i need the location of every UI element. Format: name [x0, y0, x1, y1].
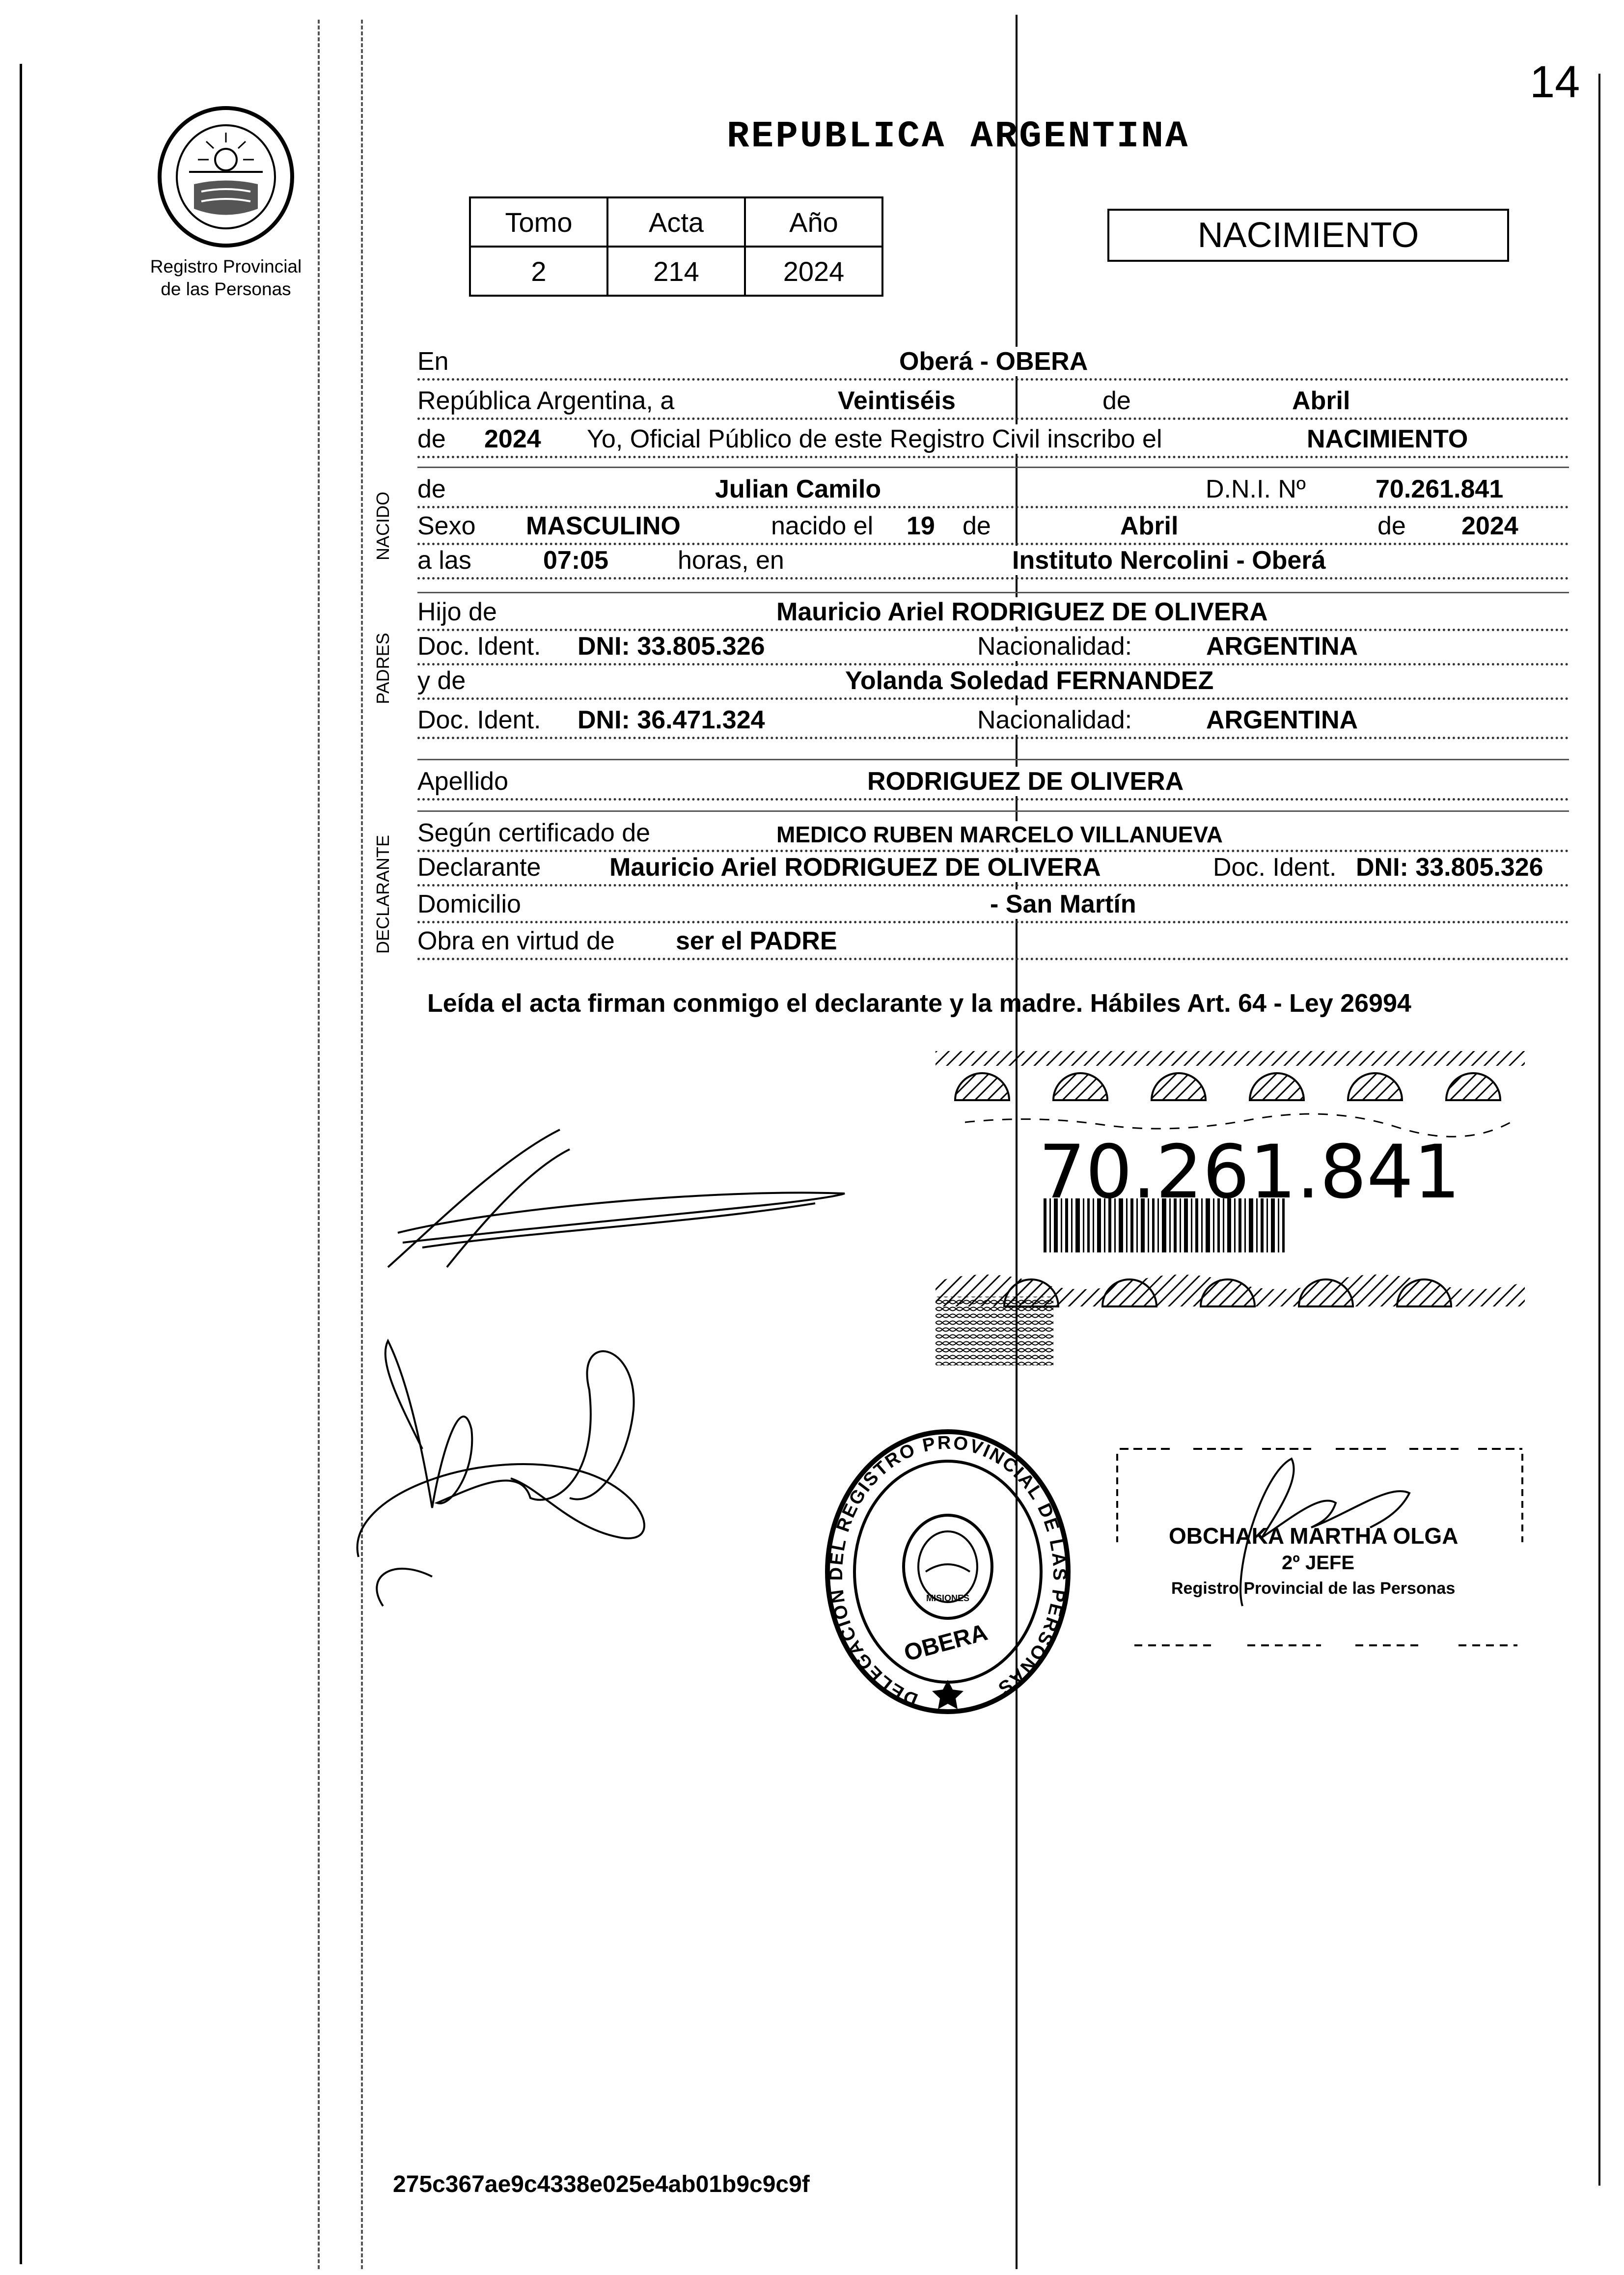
declarant-name: Mauricio Ariel RODRIGUEZ DE OLIVERA — [606, 853, 1104, 882]
line-domicile — [417, 887, 1569, 923]
father-label: Hijo de — [417, 597, 500, 627]
book-reference-table — [469, 196, 883, 297]
separator-declarant — [417, 810, 1569, 812]
date-month: Abril — [1289, 386, 1353, 416]
anio-header: Año — [745, 197, 882, 247]
sex-value: MASCULINO — [523, 511, 684, 541]
anio-value: 2024 — [745, 247, 882, 296]
capacity-value: ser el PADRE — [673, 926, 840, 956]
declarant-signature — [373, 1120, 864, 1282]
line-father — [417, 594, 1569, 631]
mother-nationality-label: Nacionalidad: — [977, 705, 1135, 735]
born-label: nacido el — [771, 511, 876, 541]
child-label: de — [417, 474, 449, 504]
closing-text: Leída el acta firman conmigo el declarante y la madre. Hábiles Art. 64 - Ley 26994 — [427, 989, 1411, 1018]
line-mother-doc — [417, 702, 1569, 739]
hours-label: horas, en — [678, 546, 787, 575]
capacity-label: Obra en virtud de — [417, 926, 618, 956]
stamp-city: OBERA — [901, 1619, 991, 1667]
registry-office-stamp — [823, 1424, 1073, 1719]
mother-signature — [324, 1302, 791, 1645]
mother-doc: DNI: 36.471.324 — [575, 705, 768, 735]
official-org: Registro Provincial de las Personas — [1171, 1579, 1456, 1598]
declarant-doc: DNI: 33.805.326 — [1353, 853, 1546, 882]
certificate-value: MEDICO RUBEN MARCELO VILLANUEVA — [773, 821, 1226, 848]
time-label: a las — [417, 546, 474, 575]
line-declarant — [417, 850, 1569, 887]
country-title: REPUBLICA ARGENTINA — [727, 115, 1190, 158]
mother-name: Yolanda Soledad FERNANDEZ — [842, 666, 1216, 695]
sex-label: Sexo — [417, 511, 479, 541]
page-number: 14 — [1530, 57, 1580, 107]
year-text: Yo, Oficial Público de este Registro Civil inscribo el — [587, 424, 1165, 454]
line-time — [417, 543, 1569, 580]
id-sticker-number: 70.261.841 — [1039, 1130, 1460, 1215]
tomo-value: 2 — [470, 247, 607, 296]
acta-header: Acta — [607, 197, 745, 247]
certificate-label: Según certificado de — [417, 818, 653, 848]
registry-caption — [138, 255, 314, 301]
acta-value: 214 — [607, 247, 745, 296]
stamp-ring-text: DELEGACION DEL REGISTRO PROVINCIAL DE LAS PERSONAS — [826, 1432, 1070, 1710]
birth-year: 2024 — [1459, 511, 1521, 541]
line-date — [417, 383, 1569, 420]
year-value: 2024 — [481, 424, 544, 454]
domicile-label: Domicilio — [417, 889, 524, 919]
father-doc-label: Doc. Ident. — [417, 632, 544, 661]
section-label-declarant: DECLARANTE — [373, 834, 393, 954]
margin-dashed-line-2 — [361, 20, 363, 2269]
surname-label: Apellido — [417, 767, 511, 796]
line-father-doc — [417, 629, 1569, 666]
official-name: OBCHAKA MARTHA OLGA — [1169, 1523, 1459, 1549]
father-nationality: ARGENTINA — [1203, 632, 1361, 661]
document-hash: 275c367ae9c4338e025e4ab01b9c9c9f — [393, 2171, 810, 2197]
father-nationality-label: Nacionalidad: — [977, 632, 1135, 661]
time-value: 07:05 — [540, 546, 611, 575]
stamp-inner-text: MISIONES — [926, 1593, 970, 1603]
date-month-label: de — [1102, 386, 1134, 416]
mother-label: y de — [417, 666, 468, 695]
separator-born — [417, 467, 1569, 468]
mother-nationality: ARGENTINA — [1203, 705, 1361, 735]
separator-parents — [417, 592, 1569, 593]
child-dni-label: D.N.I. Nº — [1206, 474, 1309, 504]
birth-day: 19 — [904, 511, 938, 541]
birth-month: Abril — [1117, 511, 1181, 541]
line-place — [417, 344, 1569, 381]
date-label: República Argentina, a — [417, 386, 677, 416]
declarant-doc-label: Doc. Ident. — [1213, 853, 1339, 882]
date-day: Veintiséis — [835, 386, 959, 416]
line-surname — [417, 764, 1569, 801]
line-capacity — [417, 923, 1569, 960]
line-certificate — [417, 815, 1569, 852]
line-sex — [417, 508, 1569, 545]
father-doc: DNI: 33.805.326 — [575, 632, 768, 661]
child-name: Julian Camilo — [712, 474, 884, 504]
child-dni: 70.261.841 — [1373, 474, 1506, 504]
right-edge-line — [1598, 74, 1600, 2186]
section-label-born: NACIDO — [373, 492, 393, 561]
act-value: NACIMIENTO — [1304, 424, 1471, 454]
domicile-value: - San Martín — [987, 889, 1139, 919]
svg-text:DELEGACION DEL REGISTRO PROVIN — [826, 1433, 1070, 1710]
registry-caption-line2: de las Personas — [161, 279, 291, 299]
province-seal-logo — [155, 103, 297, 250]
separator-surname — [417, 759, 1569, 760]
margin-dashed-line-1 — [318, 20, 320, 2269]
surname-value: RODRIGUEZ DE OLIVERA — [864, 767, 1186, 796]
mother-doc-label: Doc. Ident. — [417, 705, 544, 735]
line-year — [417, 421, 1569, 458]
official-title: 2º JEFE — [1282, 1552, 1355, 1574]
declarant-label: Declarante — [417, 853, 544, 882]
act-type-box: NACIMIENTO — [1107, 209, 1509, 262]
registry-caption-line1: Registro Provincial — [150, 256, 302, 277]
birth-place: Instituto Nercolini - Oberá — [1009, 546, 1329, 575]
line-child — [417, 472, 1569, 508]
line-mother — [417, 663, 1569, 700]
birth-de2: de — [1377, 511, 1409, 541]
father-name: Mauricio Ariel RODRIGUEZ DE OLIVERA — [773, 597, 1271, 627]
year-label: de — [417, 424, 449, 454]
tomo-header: Tomo — [470, 197, 607, 247]
left-edge-line — [20, 64, 22, 2264]
place-label: En — [417, 347, 452, 376]
place-value: Oberá - OBERA — [896, 347, 1091, 376]
birth-de1: de — [963, 511, 994, 541]
section-label-parents: PADRES — [373, 633, 393, 704]
